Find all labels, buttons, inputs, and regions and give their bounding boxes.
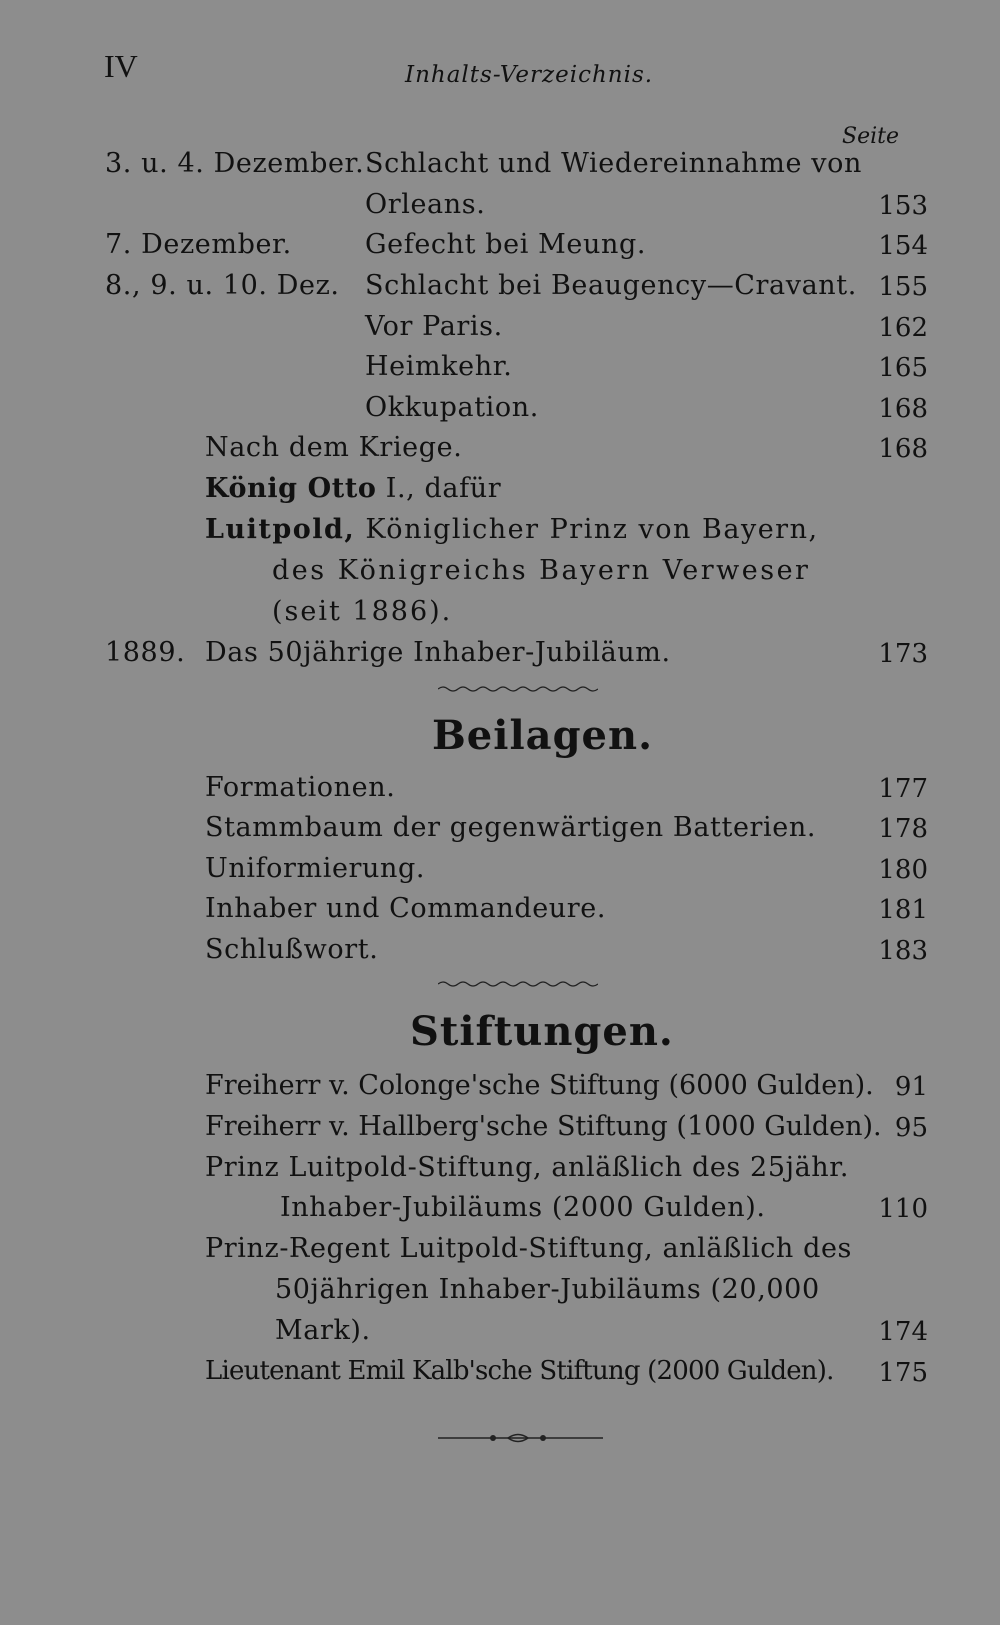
entry-date: 1889. — [105, 637, 186, 668]
entry-page: 183 — [878, 936, 928, 966]
entry-text: Schlacht und Wiedereinnahme von — [365, 148, 862, 179]
entry-date: 7. Dezember. — [105, 229, 292, 260]
list-item: Freiherr v. Hallberg'sche Stiftung (1000 Gulden). — [205, 1111, 882, 1142]
entry-page: 181 — [878, 895, 928, 925]
page-number: IV — [104, 48, 138, 84]
entry-text: Heimkehr. — [365, 351, 513, 382]
entry-page: 177 — [878, 774, 928, 804]
entry-text: Vor Paris. — [365, 311, 503, 342]
ruler-line: (seit 1886). — [272, 596, 453, 627]
entry-page: 168 — [878, 434, 928, 464]
list-item: Mark). — [275, 1315, 371, 1346]
end-ornament — [438, 1430, 603, 1449]
list-item: Schlußwort. — [205, 934, 379, 965]
list-item: Lieutenant Emil Kalb'sche Stiftung (2000 Gulden). — [205, 1356, 834, 1386]
entry-page: 162 — [878, 313, 928, 343]
running-title: Inhalts-Verzeichnis. — [405, 62, 654, 88]
entry-date: 3. u. 4. Dezember. — [105, 148, 365, 179]
entry-page: 180 — [878, 855, 928, 885]
entry-page: 178 — [878, 814, 928, 844]
entry-page: 95 — [894, 1113, 928, 1143]
entry-date: 8., 9. u. 10. Dez. — [105, 270, 340, 301]
entry-text: Orleans. — [365, 189, 486, 220]
list-item: Formationen. — [205, 772, 396, 803]
ruler-otto — [205, 473, 501, 504]
entry-page: 155 — [878, 272, 928, 302]
divider-ornament — [438, 980, 598, 986]
list-item: 50jährigen Inhaber-Jubiläums (20,000 — [275, 1274, 820, 1305]
section-heading-stiftungen: Stiftungen. — [410, 1008, 674, 1055]
entry-page: 174 — [878, 1317, 928, 1347]
entry-text: Schlacht bei Beaugency—Cravant. — [365, 270, 857, 301]
entry-text: Nach dem Kriege. — [205, 432, 463, 463]
entry-text: Das 50jährige Inhaber-Jubiläum. — [205, 637, 671, 668]
divider-ornament — [438, 685, 598, 691]
entry-page: 154 — [878, 231, 928, 261]
page-column-label: Seite — [842, 124, 899, 149]
entry-page: 91 — [894, 1072, 928, 1102]
ruler-luitpold-name: Luitpold, — [205, 514, 356, 545]
list-item: Stammbaum der gegenwärtigen Batterien. — [205, 812, 817, 843]
entry-page: 175 — [878, 1358, 928, 1388]
list-item: Inhaber und Commandeure. — [205, 893, 607, 924]
list-item: Inhaber-Jubiläums (2000 Gulden). — [280, 1192, 766, 1223]
entry-page: 110 — [878, 1194, 928, 1224]
ruler-otto-rest: I., dafür — [376, 473, 502, 504]
list-item: Freiherr v. Colonge'sche Stiftung (6000 Gulden). — [205, 1070, 874, 1101]
ruler-otto-name: König Otto — [205, 473, 377, 504]
section-heading-beilagen: Beilagen. — [432, 712, 653, 759]
ruler-luitpold-rest: Königlicher Prinz von Bayern, — [355, 514, 819, 545]
list-item: Prinz-Regent Luitpold-Stiftung, anläßlich des — [205, 1233, 853, 1264]
list-item: Prinz Luitpold-Stiftung, anläßlich des 25jähr. — [205, 1152, 849, 1183]
entry-page: 173 — [878, 639, 928, 669]
entry-text: Gefecht bei Meung. — [365, 229, 647, 260]
entry-page: 153 — [878, 191, 928, 221]
ruler-line: des Königreichs Bayern Verweser — [272, 555, 811, 586]
ruler-luitpold — [205, 514, 819, 545]
entry-text: Okkupation. — [365, 392, 539, 423]
entry-page: 165 — [878, 353, 928, 383]
entry-page: 168 — [878, 394, 928, 424]
list-item: Uniformierung. — [205, 853, 426, 884]
